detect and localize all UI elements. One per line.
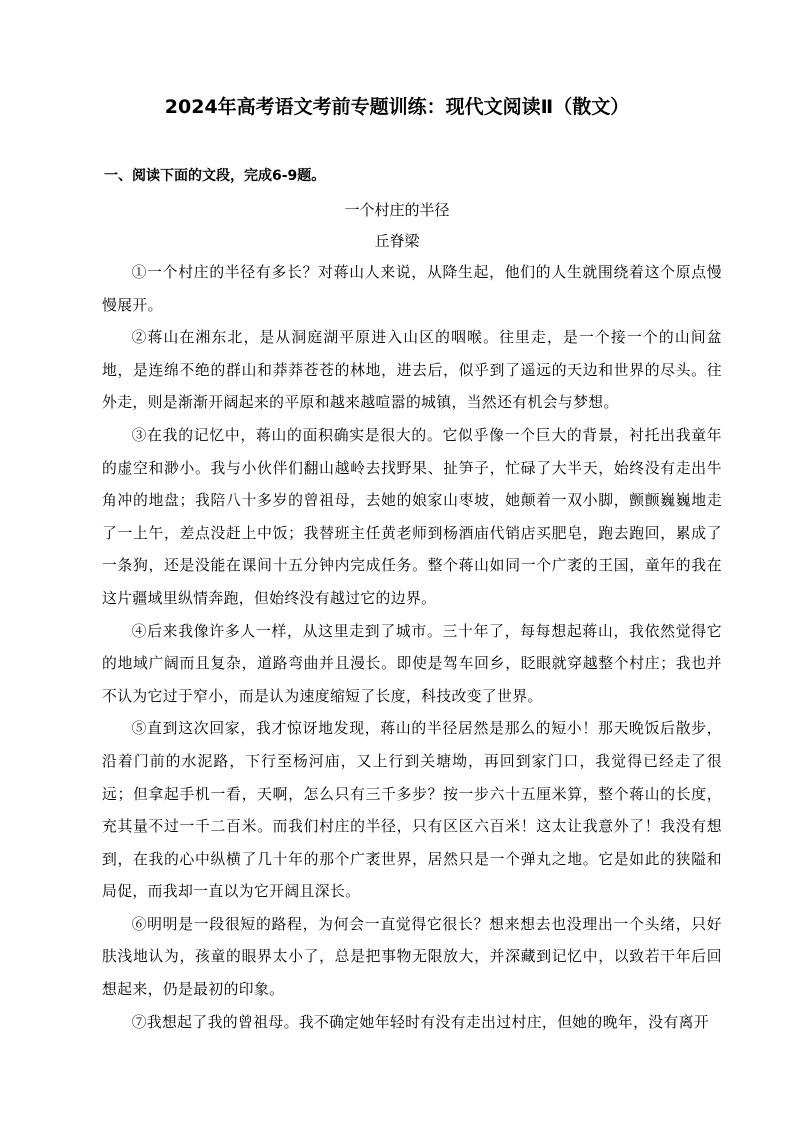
document-title: 2024年高考语文考前专题训练：现代文阅读Ⅱ（散文） (164, 96, 630, 118)
paragraph-5: ⑤直到这次回家，我才惊讶地发现，蒋山的半径居然是那么的短小！那天晚饭后散步，沿着门前的水泥路，下行至杨河庙，又上行到关塘坳，再回到家门口，我觉得已经走了很远；但拿起手机一看，天啊，怎么只有三千多步？按一步六十五厘米算，整个蒋山的长度，充其量不过一千二百米。而我们村庄的半径，只有区区六百米！这太让我意外了！我没有想到，在我的心中纵横了几十年的那个广袤世界，居然只是一个弹丸之地。它是如此的狭隘和局促，而我却一直以为它开阔且深长。 (102, 720, 722, 901)
article-body (102, 257, 722, 1039)
paragraph-2: ②蒋山在湘东北，是从洞庭湖平原进入山区的咽喉。往里走，是一个接一个的山间盆地，是连绵不绝的群山和莽莽苍苍的林地，进去后，似乎到了遥远的天边和世界的尽头。往外走，则是渐渐开阔起来的平原和越来越喧嚣的城镇，当然还有机会与梦想。 (102, 329, 722, 412)
paragraph-6: ⑥明明是一段很短的路程，为何会一直觉得它很长？想来想去也没理出一个头绪，只好肤浅地认为，孩童的眼界太小了，总是把事物无限放大，并深藏到记忆中，以致若干年后回想起来，仍是最初的印象。 (102, 915, 722, 999)
article-title: 一个村庄的半径 (344, 201, 450, 219)
article-author: 丘脊梁 (374, 232, 420, 250)
paragraph-3: ③在我的记忆中，蒋山的面积确实是很大的。它似乎像一个巨大的背景，衬托出我童年的虚空和渺小。我与小伙伴们翻山越岭去找野果、扯笋子，忙碌了大半天，始终没有走出牛角冲的地盘；我陪八十多岁的曾祖母，去她的娘家山枣坡，她颠着一双小脚，颤颤巍巍地走了一上午，差点没赶上中饭；我替班主任黄老师到杨酒庙代销店买肥皂，跑去跑回，累成了一条狗，还是没能在课间十五分钟内完成任务。整个蒋山如同一个广袤的王国，童年的我在这片疆域里纵情奔跑，但始终没有越过它的边界。 (102, 426, 722, 607)
paragraph-4: ④后来我像许多人一样，从这里走到了城市。三十年了，每每想起蒋山，我依然觉得它的地域广阔而且复杂，道路弯曲并且漫长。即使是驾车回乡，眨眼就穿越整个村庄；我也并不认为它过于窄小，而是认为速度缩短了长度，科技改变了世界。 (102, 622, 722, 705)
paragraph-1: ①一个村庄的半径有多长？对蒋山人来说，从降生起，他们的人生就围绕着这个原点慢慢展开。 (102, 264, 722, 314)
section-heading: 一、阅读下面的文段，完成6-9题。 (104, 168, 326, 184)
paragraph-7: ⑦我想起了我的曾祖母。我不确定她年轻时有没有走出过村庄，但她的晚年，没有离开 (131, 1013, 710, 1031)
